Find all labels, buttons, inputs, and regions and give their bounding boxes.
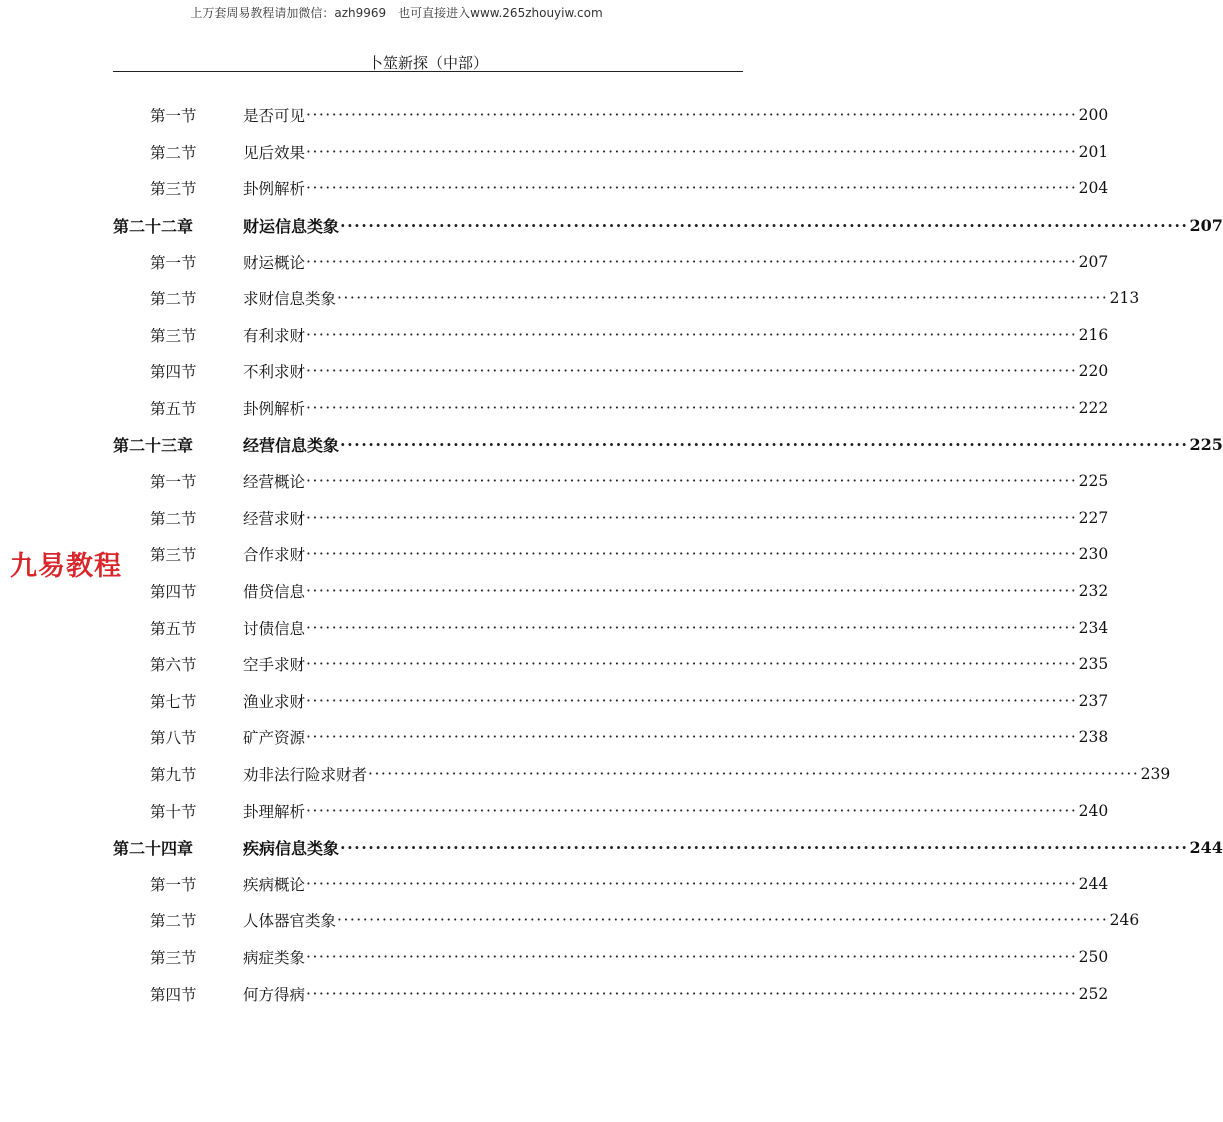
header-rule [113, 71, 743, 72]
toc-entry-number: 第二节 [150, 912, 197, 931]
dot-leader: ························································································································ [337, 289, 1109, 308]
toc-entry-number: 第五节 [150, 400, 197, 419]
dot-leader: ························································································································ [306, 984, 1078, 1003]
dot-leader: ························································································································ [306, 362, 1078, 381]
toc-entry-number: 第一节 [150, 473, 197, 492]
toc-entry[interactable] [113, 207, 1223, 244]
toc-entry-title: 借贷信息 [243, 583, 306, 602]
toc-entry-number: 第八节 [150, 729, 197, 748]
dot-leader: ························································································································ [306, 179, 1078, 198]
toc-entry[interactable] [113, 719, 1109, 756]
toc-entry-number: 第六节 [150, 656, 197, 675]
toc-entry[interactable] [113, 353, 1109, 390]
toc-entry-page: 220 [1078, 362, 1109, 381]
dot-leader: ························································································································ [306, 545, 1078, 564]
toc-entry[interactable] [113, 792, 1109, 829]
toc-entry-title: 合作求财 [243, 546, 306, 565]
toc-entry-number: 第二十四章 [113, 838, 194, 858]
toc-entry-title: 空手求财 [243, 656, 306, 675]
dot-leader: ························································································································ [306, 582, 1078, 601]
toc-entry-page: 200 [1078, 106, 1109, 125]
toc-entry-title: 有利求财 [243, 326, 306, 345]
toc-entry-number: 第四节 [150, 363, 197, 382]
toc-entry-title: 病症类象 [243, 948, 306, 967]
toc-entry-title: 财运信息类象 [243, 216, 340, 236]
toc-entry-page: 204 [1078, 179, 1109, 198]
toc-entry[interactable] [113, 170, 1109, 207]
dot-leader: ························································································································ [306, 618, 1078, 637]
toc-entry[interactable] [113, 865, 1109, 902]
toc-entry[interactable] [113, 97, 1109, 134]
toc-entry-page: 222 [1078, 399, 1109, 418]
dot-leader: ························································································································ [306, 947, 1078, 966]
toc-entry-number: 第四节 [150, 583, 197, 602]
toc-entry-title: 经营概论 [243, 473, 306, 492]
dot-leader: ························································································································ [306, 106, 1078, 125]
toc-entry[interactable] [113, 975, 1109, 1012]
toc-entry[interactable] [113, 573, 1109, 610]
toc-entry-page: 213 [1109, 289, 1140, 308]
toc-entry-number: 第一节 [150, 253, 197, 272]
dot-leader: ························································································································ [368, 764, 1140, 783]
toc-entry-page: 227 [1078, 508, 1109, 527]
toc-entry-page: 244 [1189, 837, 1223, 857]
toc-entry-title: 疾病概论 [243, 875, 306, 894]
toc-entry-page: 216 [1078, 325, 1109, 344]
dot-leader: ························································································································ [306, 874, 1078, 893]
toc-entry-page: 235 [1078, 655, 1109, 674]
toc-entry-number: 第二十二章 [113, 216, 194, 236]
toc-entry-page: 207 [1189, 215, 1223, 235]
toc-entry-number: 第七节 [150, 692, 197, 711]
dot-leader: ························································································································ [306, 325, 1078, 344]
toc-entry[interactable] [113, 243, 1109, 280]
toc-entry[interactable] [113, 500, 1109, 537]
toc-entry-number: 第一节 [150, 875, 197, 894]
toc-entry-title: 卦理解析 [243, 802, 306, 821]
toc-entry[interactable] [113, 463, 1109, 500]
top-note: 上万套周易教程请加微信：azh9969 也可直接进入www.265zhouyiw.com [190, 6, 603, 20]
dot-leader: ························································································································ [306, 142, 1078, 161]
dot-leader: ························································································································ [306, 252, 1078, 271]
toc-entry[interactable] [113, 426, 1223, 463]
toc-entry[interactable] [113, 609, 1109, 646]
toc-entry-page: 232 [1078, 582, 1109, 601]
toc-entry-title: 卦例解析 [243, 180, 306, 199]
toc-entry-title: 不利求财 [243, 363, 306, 382]
dot-leader: ························································································································ [306, 472, 1078, 491]
toc-entry-page: 244 [1078, 874, 1109, 893]
dot-leader: ························································································································ [306, 508, 1078, 527]
toc-entry-page: 225 [1189, 435, 1223, 455]
toc-entry-title: 是否可见 [243, 107, 306, 126]
dot-leader: ························································································································ [340, 837, 1189, 857]
toc-entry-title: 财运概论 [243, 253, 306, 272]
toc-entry-number: 第三节 [150, 948, 197, 967]
toc-entry-number: 第二节 [150, 290, 197, 309]
toc-entry-title: 疾病信息类象 [243, 838, 340, 858]
toc-entry-number: 第一节 [150, 107, 197, 126]
toc-entry-title: 矿产资源 [243, 729, 306, 748]
watermark: 九易教程 [10, 551, 122, 582]
toc-entry-page: 246 [1109, 911, 1140, 930]
toc-entry-title: 见后效果 [243, 143, 306, 162]
toc-entry-page: 250 [1078, 947, 1109, 966]
dot-leader: ························································································································ [340, 435, 1189, 455]
toc-entry[interactable] [113, 829, 1223, 866]
toc-entry-title: 讨债信息 [243, 619, 306, 638]
dot-leader: ························································································································ [306, 801, 1078, 820]
toc-entry-title: 经营求财 [243, 509, 306, 528]
toc-entry-page: 201 [1078, 142, 1109, 161]
toc-entry[interactable] [113, 683, 1109, 720]
toc-entry-page: 225 [1078, 472, 1109, 491]
toc-entry[interactable] [113, 390, 1109, 427]
toc-entry-number: 第三节 [150, 326, 197, 345]
toc-entry[interactable] [113, 646, 1109, 683]
toc-entry-title: 求财信息类象 [243, 290, 337, 309]
toc-entry-page: 230 [1078, 545, 1109, 564]
dot-leader: ························································································································ [340, 215, 1189, 235]
toc-entry-number: 第三节 [150, 546, 197, 565]
toc-entry-number: 第三节 [150, 180, 197, 199]
dot-leader: ························································································································ [306, 655, 1078, 674]
toc-entry-page: 237 [1078, 691, 1109, 710]
toc-entry-title: 人体器官类象 [243, 912, 337, 931]
dot-leader: ························································································································ [306, 399, 1078, 418]
toc-entry-page: 239 [1140, 764, 1171, 783]
toc-entry-page: 240 [1078, 801, 1109, 820]
toc-entry-title: 经营信息类象 [243, 436, 340, 456]
toc-entry[interactable] [113, 939, 1109, 976]
toc-entry-title: 渔业求财 [243, 692, 306, 711]
toc-entry-title: 何方得病 [243, 985, 306, 1004]
toc-entry-number: 第二节 [150, 509, 197, 528]
dot-leader: ························································································································ [337, 911, 1109, 930]
toc-entry[interactable] [113, 756, 1171, 793]
dot-leader: ························································································································ [306, 691, 1078, 710]
toc-entry-page: 207 [1078, 252, 1109, 271]
toc-entry-number: 第二十三章 [113, 436, 194, 456]
toc-entry[interactable] [113, 536, 1109, 573]
toc-entry[interactable] [113, 280, 1140, 317]
toc-entry-number: 第四节 [150, 985, 197, 1004]
toc-entry-page: 234 [1078, 618, 1109, 637]
dot-leader: ························································································································ [306, 728, 1078, 747]
toc-entry-number: 第九节 [150, 765, 197, 784]
table-of-contents [113, 97, 1223, 1012]
toc-entry-title: 卦例解析 [243, 400, 306, 419]
toc-entry[interactable] [113, 902, 1140, 939]
toc-entry-page: 252 [1078, 984, 1109, 1003]
running-head: 卜筮新探（中部） [367, 54, 488, 72]
toc-entry[interactable] [113, 317, 1109, 354]
toc-entry-title: 劝非法行险求财者 [243, 765, 368, 784]
toc-entry-page: 238 [1078, 728, 1109, 747]
toc-entry[interactable] [113, 134, 1109, 171]
toc-entry-number: 第五节 [150, 619, 197, 638]
toc-entry-number: 第十节 [150, 802, 197, 821]
toc-entry-number: 第二节 [150, 143, 197, 162]
